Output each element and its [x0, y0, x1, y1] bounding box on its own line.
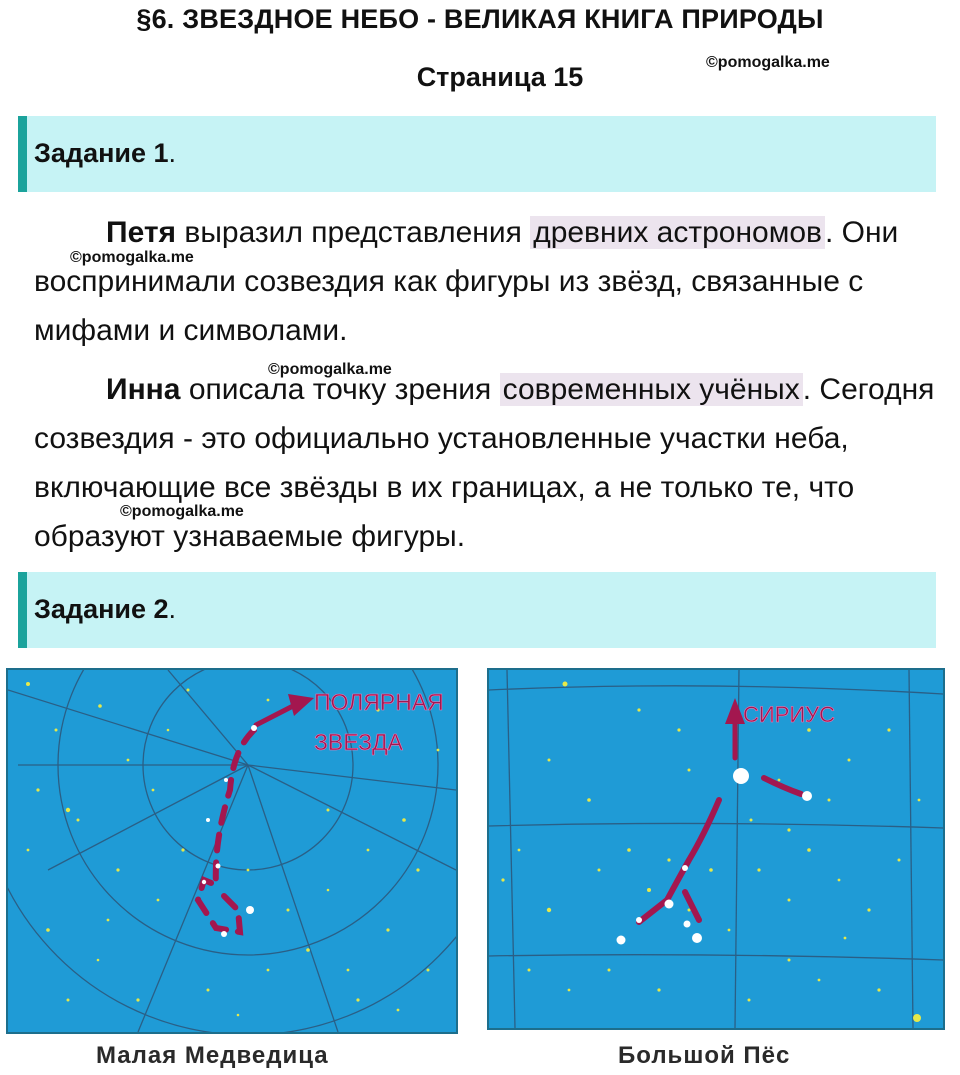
watermark: ©pomogalka.me — [706, 54, 830, 71]
label-polaris-line2: ЗВЕЗДА — [314, 729, 403, 755]
name-petya: Петя — [106, 216, 177, 249]
task1-paragraph-2: Инна описала точку зрения современных учёных . Сегодня созвездия - это официально установленные участки неба, включающие все звёзды в их границах, а не только те, что образуют узнаваемые фигуры. — [34, 373, 935, 553]
task1-label: Задание 1 — [34, 138, 169, 168]
highlight-ancient-astronomers: древних астрономов — [530, 216, 825, 249]
watermark: ©pomogalka.me — [120, 503, 244, 520]
label-polaris-line1: ПОЛЯРНАЯ — [314, 689, 444, 715]
page-title: §6. ЗВЕЗДНОЕ НЕБО - ВЕЛИКАЯ КНИГА ПРИРОДЫ — [136, 4, 824, 34]
task2-label: Задание 2 — [34, 594, 169, 624]
task1-header: Задание 1. — [18, 116, 936, 192]
caption-ursa-minor: Малая Медведица — [96, 1042, 329, 1069]
task1-paragraph-1: Петя выразил представления древних астрономов . Они воспринимали созвездия как фигуры из звёзд, связанные с мифами и символами. — [34, 216, 899, 347]
watermark: ©pomogalka.me — [70, 249, 194, 266]
label-sirius: СИРИУС — [743, 702, 836, 727]
highlight-modern-scientists: современных учёных — [500, 373, 803, 406]
watermark: ©pomogalka.me — [268, 361, 392, 378]
star-map-canis-major — [487, 668, 945, 1030]
page-subtitle: Страница 15 — [416, 62, 584, 92]
star-map-ursa-minor — [6, 668, 458, 1034]
caption-canis-major: Большой Пёс — [618, 1042, 791, 1069]
task2-header: Задание 2. — [18, 572, 936, 648]
name-inna: Инна — [106, 373, 181, 406]
